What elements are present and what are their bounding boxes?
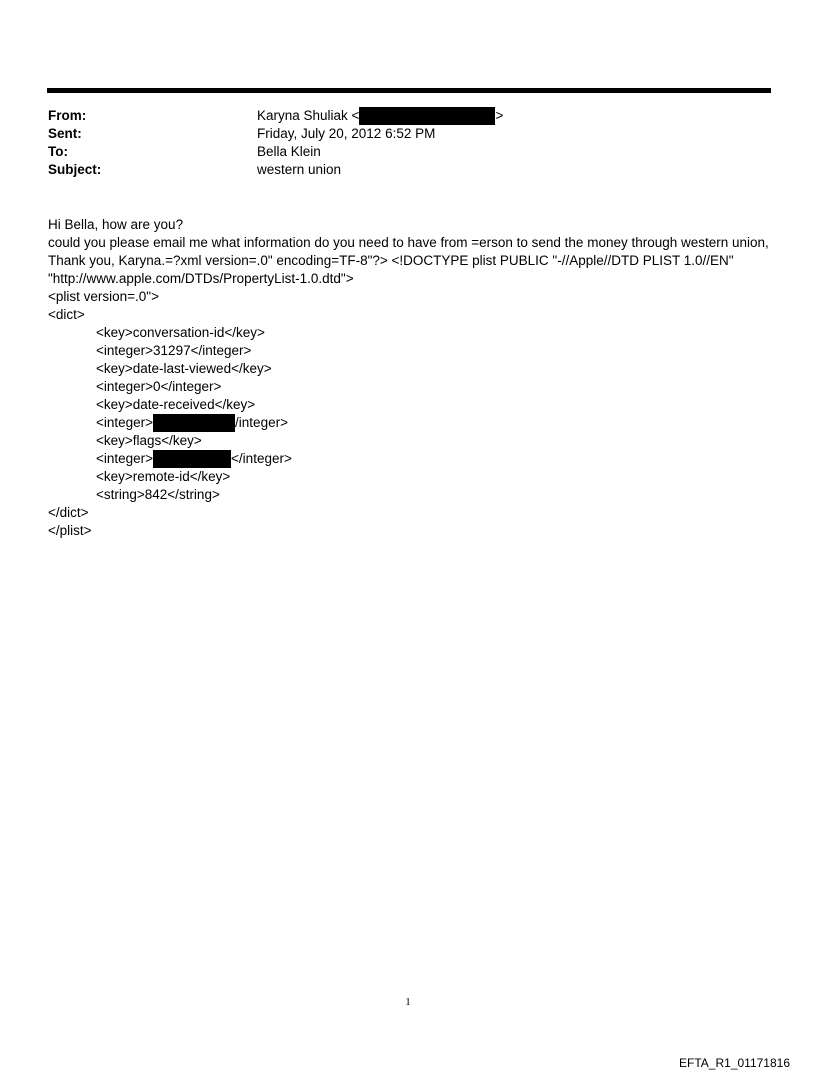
from-label: From:: [48, 108, 87, 123]
sent-label: Sent:: [48, 126, 82, 141]
plist-entry: <key>date-received</key>: [96, 397, 256, 412]
redacted-integer-line: [48, 450, 778, 468]
subject-label: Subject:: [48, 162, 102, 177]
to-value: Bella Klein: [257, 144, 321, 159]
plist-entry: <key>remote-id</key>: [96, 469, 231, 484]
body-paragraph: could you please email me what information do you need to have from =erson to send the money through western union, Thank you, Karyna.=?xml version=.0" encoding=TF-8"?> <!DOCTYPE plist PUBLIC "-//Apple//DTD PLIST 1.0//EN" "http://www.apple.com/DTDs/PropertyList-1.0.dtd">: [48, 235, 769, 286]
plist-close: </plist>: [48, 523, 92, 538]
greeting: Hi Bella, how are you?: [48, 217, 184, 232]
integer-close-tag: /integer>: [235, 415, 288, 430]
bates-number: EFTA_R1_01171816: [679, 1056, 790, 1070]
redacted-integer-line: [48, 414, 778, 432]
from-name: Karyna Shuliak <: [257, 108, 360, 123]
email-body: [48, 216, 778, 540]
plist-entry: <integer>31297</integer>: [96, 343, 252, 358]
sent-value: Friday, July 20, 2012 6:52 PM: [257, 126, 436, 141]
plist-entry: <key>flags</key>: [96, 433, 202, 448]
subject-value: western union: [257, 162, 342, 177]
plist-entry: <key>conversation-id</key>: [96, 325, 265, 340]
redaction-box: [153, 450, 231, 468]
plist-entry: <integer>0</integer>: [96, 379, 222, 394]
integer-close-tag: </integer>: [231, 451, 292, 466]
from-value: [257, 107, 503, 125]
from-close: >: [495, 108, 504, 123]
integer-open-tag: <integer>: [96, 415, 154, 430]
page-number: 1: [405, 996, 411, 1008]
plist-entry: <key>date-last-viewed</key>: [96, 361, 272, 376]
plist-entry: <string>842</string>: [96, 487, 220, 502]
plist-open: <plist version=.0">: [48, 289, 159, 304]
dict-open: <dict>: [48, 307, 85, 322]
to-label: To:: [48, 144, 68, 159]
redaction-box: [153, 414, 235, 432]
dict-close: </dict>: [48, 505, 89, 520]
header-rule: [47, 88, 771, 93]
redaction-box: [359, 107, 495, 125]
integer-open-tag: <integer>: [96, 451, 154, 466]
